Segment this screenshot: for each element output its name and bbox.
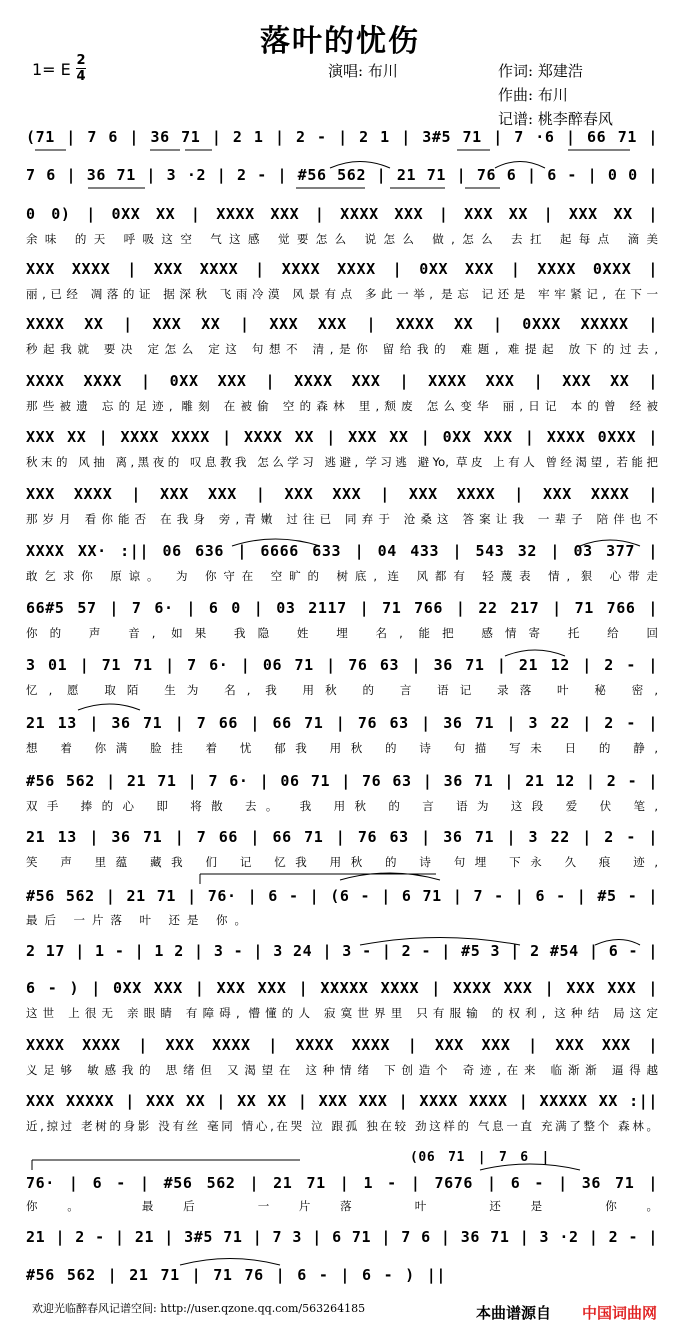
lyric-row	[26, 1005, 658, 1025]
lyric-row	[26, 740, 658, 760]
notation-text: 66#5 57 | 7 6· | 6 0 | 03 2117 | 71 766 | 22 217 | 71 766 |	[26, 599, 658, 617]
lyric-text: 那岁月 看你能否 在我身 旁,青嫩 过往已 同弃于 沧桑这 答案让我 一辈子 陪伴也不	[26, 512, 658, 526]
footer-link[interactable]: 欢迎光临醉春风记谱空间: http://user.qzone.qq.com/563264185	[32, 1302, 366, 1315]
notation-row	[26, 656, 658, 680]
lyric-row	[26, 912, 246, 932]
lyric-row	[26, 286, 658, 306]
source-label: 本曲谱源自	[476, 1304, 552, 1322]
lyric-text: 你的 声 音, 如果 我隐 姓 埋 名, 能把 感情寄 托 给 回	[26, 626, 658, 640]
lyric-row	[26, 854, 658, 874]
notation-row	[26, 887, 658, 911]
notation-row	[26, 1036, 658, 1060]
lyric-text: 笑 声 里蕴 藏我 们 记 忆我 用秋 的 诗 句埋 下永 久 痕 迹,	[26, 855, 658, 869]
lyric-text: 你。 最后 一片落 叶 还是 你。	[26, 1199, 658, 1213]
notation-row	[26, 1266, 446, 1290]
notation-text: XXXX XX· :|| 06 636 | 6666 633 | 04 433 | 543 32 | 03 377 |	[26, 542, 658, 560]
lyric-row	[26, 398, 658, 418]
notation-row	[26, 772, 658, 796]
notation-text: 76· | 6 - | #56 562 | 21 71 | 1 - | 7676 | 6 - | 36 71 |	[26, 1174, 658, 1192]
notation-row	[26, 1228, 658, 1252]
lyric-text: 余味 的天 呼吸这空 气这感 觉要怎么 说怎么 做,怎么 去扛 起每点 滴美	[26, 232, 658, 246]
notation-row	[26, 828, 658, 852]
slur-mark	[78, 704, 140, 710]
notation-text: 2 17 | 1 - | 1 2 | 3 - | 3 24 | 3 - | 2 - | #5 3 | 2 #54 | 6 - |	[26, 942, 658, 960]
composer-credit: 作曲: 布川	[498, 86, 568, 104]
key-signature: 1= E	[32, 60, 71, 79]
lyric-text: 丽,已经 凋落的证 据深秋 飞雨冷漠 风景有点 多此一举, 是忘 记还是 牢牢紧记, 在下一	[26, 287, 658, 301]
notation-text: #56 562 | 21 71 | 7 6· | 06 71 | 76 63 | 36 71 | 21 12 | 2 - |	[26, 772, 658, 790]
notation-text: 0 0) | 0XX XX | XXXX XXX | XXXX XXX | XXX XX | XXX XX |	[26, 205, 658, 223]
notation-row	[26, 979, 658, 1003]
singer-credit: 演唱: 布川	[328, 62, 398, 80]
lyric-text: 那些被遗 忘的足迹, 雕刻 在被偷 空的森林 里,颓废 怎么变华 丽,日记 本的曾 经被	[26, 399, 658, 413]
notation-row	[26, 542, 658, 566]
notation-text: XXX XX | XXXX XXXX | XXXX XX | XXX XX | 0XX XXX | XXXX 0XXX |	[26, 428, 658, 446]
lyric-text: 这世 上很无 亲眼睛 有障碍, 懵懂的人 寂寞世界里 只有服输 的权利, 这种结 局这定	[26, 1006, 658, 1020]
notation-row	[26, 599, 658, 623]
lyric-row	[26, 341, 658, 361]
lyric-row	[26, 568, 658, 588]
notation-text: 21 | 2 - | 21 | 3#5 71 | 7 3 | 6 71 | 7 6 | 36 71 | 3 ·2 | 2 - |	[26, 1228, 658, 1246]
notation-row	[26, 260, 658, 284]
lyric-text: 近,掠过 老树的身影 没有丝 毫同 情心,在哭 泣 跟孤 独在较 劲这样的 气息一直 充满了整个 森林。	[26, 1119, 658, 1133]
source-site-link[interactable]: 中国词曲网	[582, 1304, 658, 1322]
time-signature-top: 2	[76, 53, 86, 68]
notation-row	[26, 315, 658, 339]
lyricist-credit: 作词: 郑建浩	[498, 62, 583, 80]
lyric-text: 双手 捧的心 即 将散 去。 我 用秋 的 言 语为 这段 爱 伏 笔,	[26, 799, 658, 813]
notation-text: 21 13 | 36 71 | 7 66 | 66 71 | 76 63 | 36 71 | 3 22 | 2 - |	[26, 714, 658, 732]
time-signature-bottom: 4	[76, 69, 86, 84]
notation-text: XXX XXXXX | XXX XX | XX XX | XXX XXX | XXXX XXXX | XXXXX XX :||	[26, 1092, 658, 1110]
lyric-row	[26, 1198, 658, 1218]
notation-text: XXX XXXX | XXX XXXX | XXXX XXXX | 0XX XXX | XXXX 0XXX |	[26, 260, 658, 278]
notation-text: (71 | 7 6 | 36 71 | 2 1 | 2 - | 2 1 | 3#5 71 | 7 ·6 | 66 71 |	[26, 128, 658, 146]
lyric-text: 敢乞求你 原谅。 为 你守在 空旷的 树底, 连 风都有 轻蔑表 情, 狠 心带走	[26, 569, 658, 583]
notation-text: XXX XXXX | XXX XXX | XXX XXX | XXX XXXX | XXX XXXX |	[26, 485, 658, 503]
notation-text: #56 562 | 21 71 | 76· | 6 - | (6 - | 6 71 | 7 - | 6 - | #5 - |	[26, 887, 658, 905]
page-title: 落叶的忧伤	[260, 24, 420, 59]
notation-row	[26, 714, 658, 738]
notation-row	[26, 205, 658, 229]
notation-text: XXXX XX | XXX XX | XXX XXX | XXXX XX | 0XXX XXXXX |	[26, 315, 658, 333]
notation-row	[26, 485, 658, 509]
lyric-text: 秒起我就 要决 定怎么 定这 句想不 清,是你 留给我的 难题, 难提起 放下的过去,	[26, 342, 658, 356]
lyric-row	[26, 454, 658, 474]
lyric-text: 最后 一片落 叶 还是 你。	[26, 913, 246, 927]
notation-row	[410, 1150, 550, 1174]
notation-text: 21 13 | 36 71 | 7 66 | 66 71 | 76 63 | 36 71 | 3 22 | 2 - |	[26, 828, 658, 846]
notation-text: 3 01 | 71 71 | 7 6· | 06 71 | 76 63 | 36 71 | 21 12 | 2 - |	[26, 656, 658, 674]
lyric-row	[26, 682, 658, 702]
notation-text: 6 - ) | 0XX XXX | XXX XXX | XXXXX XXXX | XXXX XXX | XXX XXX |	[26, 979, 658, 997]
lyric-row	[26, 798, 658, 818]
notation-text: XXXX XXXX | 0XX XXX | XXXX XXX | XXXX XXX | XXX XX |	[26, 372, 658, 390]
notation-row	[26, 372, 658, 396]
notation-text: #56 562 | 21 71 | 71 76 | 6 - | 6 - ) ||	[26, 1266, 446, 1284]
lyric-row	[26, 231, 658, 251]
notation-row	[26, 1092, 658, 1116]
lyric-text: 秋末的 风抽 离,黑夜的 叹息教我 怎么学习 逃避, 学习逃 避Yo, 草皮 上有人 曾经渴望, 若能把	[26, 455, 658, 469]
lyric-text: 想 着 你满 脸挂 着 忧 郁我 用秋 的 诗 句描 写未 日 的 静,	[26, 741, 658, 755]
notation-row	[26, 166, 658, 190]
notation-row	[26, 428, 658, 452]
lyric-row	[26, 511, 658, 531]
transcriber-credit: 记谱: 桃李醉春风	[498, 110, 613, 128]
lyric-row	[26, 625, 658, 645]
lyric-row	[26, 1062, 658, 1082]
lyric-text: 义足够 敏感我的 思绪但 又渴望在 这种情绪 下创造个 奇迹,在来 临渐渐 逼得越	[26, 1063, 658, 1077]
slur-mark	[180, 1259, 280, 1266]
notation-row	[26, 942, 658, 966]
notation-row	[26, 128, 658, 152]
lyric-text: 忆, 愿 取陌 生为 名, 我 用秋 的 言 语记 录落 叶 秘 密,	[26, 683, 658, 697]
notation-text: 7 6 | 36 71 | 3 ·2 | 2 - | #56 562 | 21 71 | 76 6 | 6 - | 0 0 |	[26, 166, 658, 184]
notation-text: XXXX XXXX | XXX XXXX | XXXX XXXX | XXX XXX | XXX XXX |	[26, 1036, 658, 1054]
notation-row	[26, 1174, 658, 1198]
lyric-row	[26, 1118, 658, 1138]
notation-text: (06 71 | 7 6 |	[410, 1150, 550, 1165]
